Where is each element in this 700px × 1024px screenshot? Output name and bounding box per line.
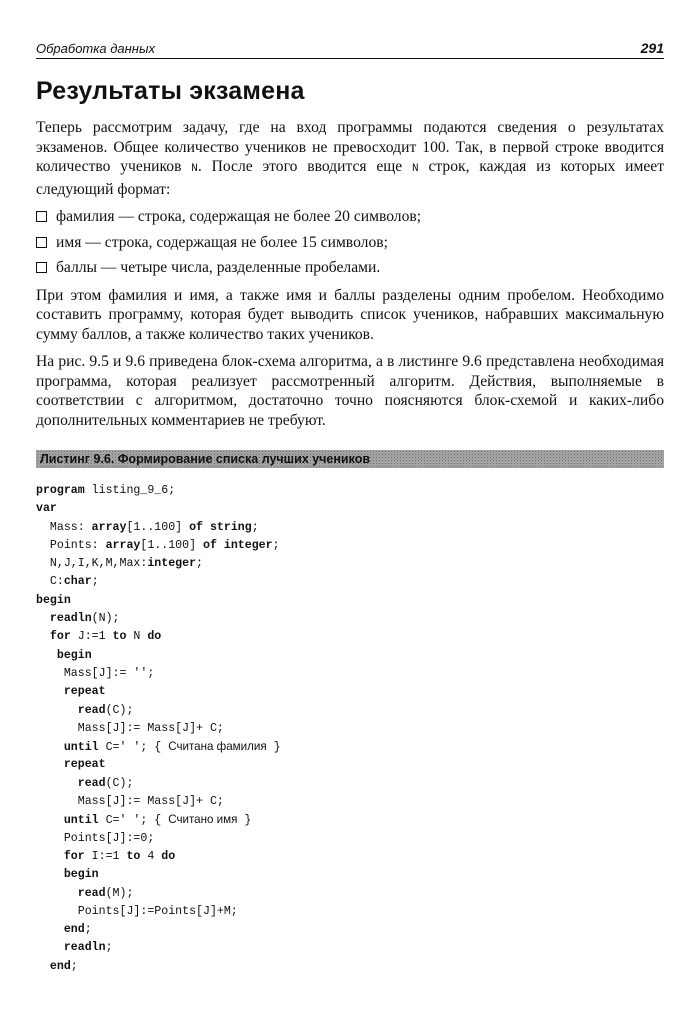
code-line: [36, 610, 664, 628]
list-item: [36, 233, 664, 253]
page-number: 291: [640, 40, 664, 56]
code-keyword: readln: [49, 612, 92, 626]
code-line: [36, 592, 664, 610]
code-line: [36, 519, 664, 537]
format-list: [36, 207, 664, 278]
checkbox-bullet-icon: [36, 211, 47, 222]
code-keyword: read: [77, 776, 106, 790]
intro-text-b: . После этого вводится еще: [197, 158, 413, 175]
code-text: Mass[J]:= '';: [63, 666, 155, 680]
code-keyword: var: [36, 502, 57, 516]
code-line: [36, 866, 664, 884]
code-keyword: for: [49, 630, 71, 644]
code-text: Points[J]:=Points[J]+M;: [77, 904, 238, 918]
code-keyword: to: [126, 849, 141, 863]
checkbox-bullet-icon: [36, 262, 47, 273]
list-item-text: баллы — четыре числа, разделенные пробелами.: [56, 259, 381, 276]
code-text: C=' '; {: [98, 814, 169, 828]
code-line: [36, 885, 664, 903]
intro-var-n2: N: [412, 163, 419, 175]
code-line: [36, 775, 664, 793]
intro-paragraph: [36, 118, 664, 199]
code-text: ;: [70, 959, 78, 973]
code-keyword: char: [63, 575, 92, 589]
code-text: ;: [196, 557, 203, 571]
code-text: }: [237, 814, 252, 828]
checkbox-bullet-icon: [36, 237, 47, 248]
code-text: ;: [91, 575, 99, 589]
code-keyword: to: [112, 630, 127, 644]
code-text: ;: [272, 538, 280, 552]
code-keyword: for: [63, 849, 85, 863]
list-item-text: имя — строка, содержащая не более 15 символов;: [56, 233, 388, 251]
code-line: [36, 903, 664, 921]
intro-var-n: N: [191, 163, 198, 175]
code-text: Mass[J]:= Mass[J]+ C;: [77, 721, 224, 735]
paragraph-3: На рис. 9.5 и 9.6 приведена блок-схема алгоритма, а в листинге 9.6 представлена необходимая программа, которая реализует рассмотренный алгоритм. Действия, выполняемые в соответствии с алгоритмом, достаточно точно поясняются блок-схемой и каких-либо дополнительных комментариев не требуют.: [36, 353, 664, 429]
intro-text-c: строк, каждая из которых имеет следующий формат:: [36, 158, 665, 198]
code-line: [36, 921, 664, 939]
list-item: [36, 207, 664, 227]
code-keyword: begin: [56, 648, 92, 662]
code-keyword: read: [77, 886, 106, 900]
code-keyword: array: [91, 520, 127, 534]
code-text: N,J,I,K,M,Max:: [49, 557, 148, 571]
code-keyword: array: [105, 538, 141, 552]
code-keyword: do: [161, 849, 176, 863]
code-listing: [36, 482, 664, 976]
code-comment: Считана фамилия: [168, 740, 267, 754]
list-item: [36, 258, 664, 278]
code-text: ;: [84, 923, 92, 937]
code-text: ;: [105, 941, 113, 955]
code-text: [1..100]: [126, 520, 190, 534]
code-keyword: begin: [63, 868, 99, 882]
code-keyword: program: [36, 484, 85, 497]
code-text: 4: [140, 849, 162, 863]
code-text: C:: [49, 575, 64, 589]
code-keyword: end: [63, 923, 85, 937]
list-item-text: фамилия — строка, содержащая не более 20 символов;: [56, 208, 422, 225]
code-line: [36, 647, 664, 665]
code-text: (C);: [105, 776, 134, 790]
code-text: Mass[J]:= Mass[J]+ C;: [77, 795, 224, 809]
code-text: Mass:: [49, 520, 92, 534]
code-text: I:=1: [84, 849, 127, 863]
code-comment: Считано имя: [168, 813, 238, 827]
code-text: Points[J]:=0;: [63, 831, 155, 845]
code-text: (M);: [105, 886, 134, 900]
code-line: [36, 848, 664, 866]
code-keyword: read: [77, 703, 106, 717]
code-text: J:=1: [70, 630, 113, 644]
code-line: [36, 683, 664, 701]
intro-text-a: Теперь рассмотрим задачу, где на вход программы подаются сведения о результатах экзаменов. Общее количество учеников не превосходит 100. Так, в первой строке вводится количество учеников: [36, 119, 664, 175]
code-text: [1..100]: [140, 538, 204, 552]
page-title: Результаты экзамена: [36, 77, 305, 105]
code-line: [36, 720, 664, 738]
code-keyword: repeat: [63, 758, 106, 772]
code-line: [36, 702, 664, 720]
code-text: (N);: [91, 612, 120, 626]
code-line: [36, 756, 664, 774]
code-text: }: [266, 741, 281, 755]
code-line: [36, 628, 664, 646]
code-keyword: repeat: [63, 685, 106, 699]
code-text: (C);: [105, 703, 134, 717]
code-text: ;: [251, 520, 259, 534]
code-text: N: [126, 630, 148, 644]
code-keyword: begin: [36, 593, 71, 607]
book-page: [36, 38, 664, 976]
code-line: [36, 830, 664, 848]
code-keyword: of integer: [203, 538, 273, 552]
code-line: [36, 482, 664, 500]
code-line: [36, 500, 664, 518]
code-text: listing_9_6;: [84, 484, 176, 497]
code-line: [36, 665, 664, 683]
code-text: C=' '; {: [98, 741, 169, 755]
running-header: [36, 38, 664, 59]
listing-caption: Листинг 9.6. Формирование списка лучших учеников: [36, 450, 664, 468]
code-keyword: integer: [147, 557, 197, 571]
code-keyword: of string: [189, 520, 252, 534]
section-title: Обработка данных: [36, 41, 156, 56]
code-text: Points:: [49, 538, 106, 552]
code-keyword: readln: [63, 941, 106, 955]
paragraph-2: При этом фамилия и имя, а также имя и баллы разделены одним пробелом. Необходимо составить программу, которая будет выводить список учеников, набравших максимальную сумму баллов, а также количество таких учеников.: [36, 286, 664, 343]
code-line: [36, 537, 664, 555]
code-keyword: until: [63, 814, 99, 828]
code-line: [36, 555, 664, 573]
code-line: [36, 793, 664, 811]
code-keyword: until: [63, 741, 99, 755]
code-keyword: end: [49, 959, 71, 973]
code-line: [36, 573, 664, 591]
code-line: [36, 958, 664, 976]
code-line: [36, 939, 664, 957]
code-line: [36, 811, 664, 829]
code-line: [36, 738, 664, 756]
code-keyword: do: [147, 630, 162, 644]
